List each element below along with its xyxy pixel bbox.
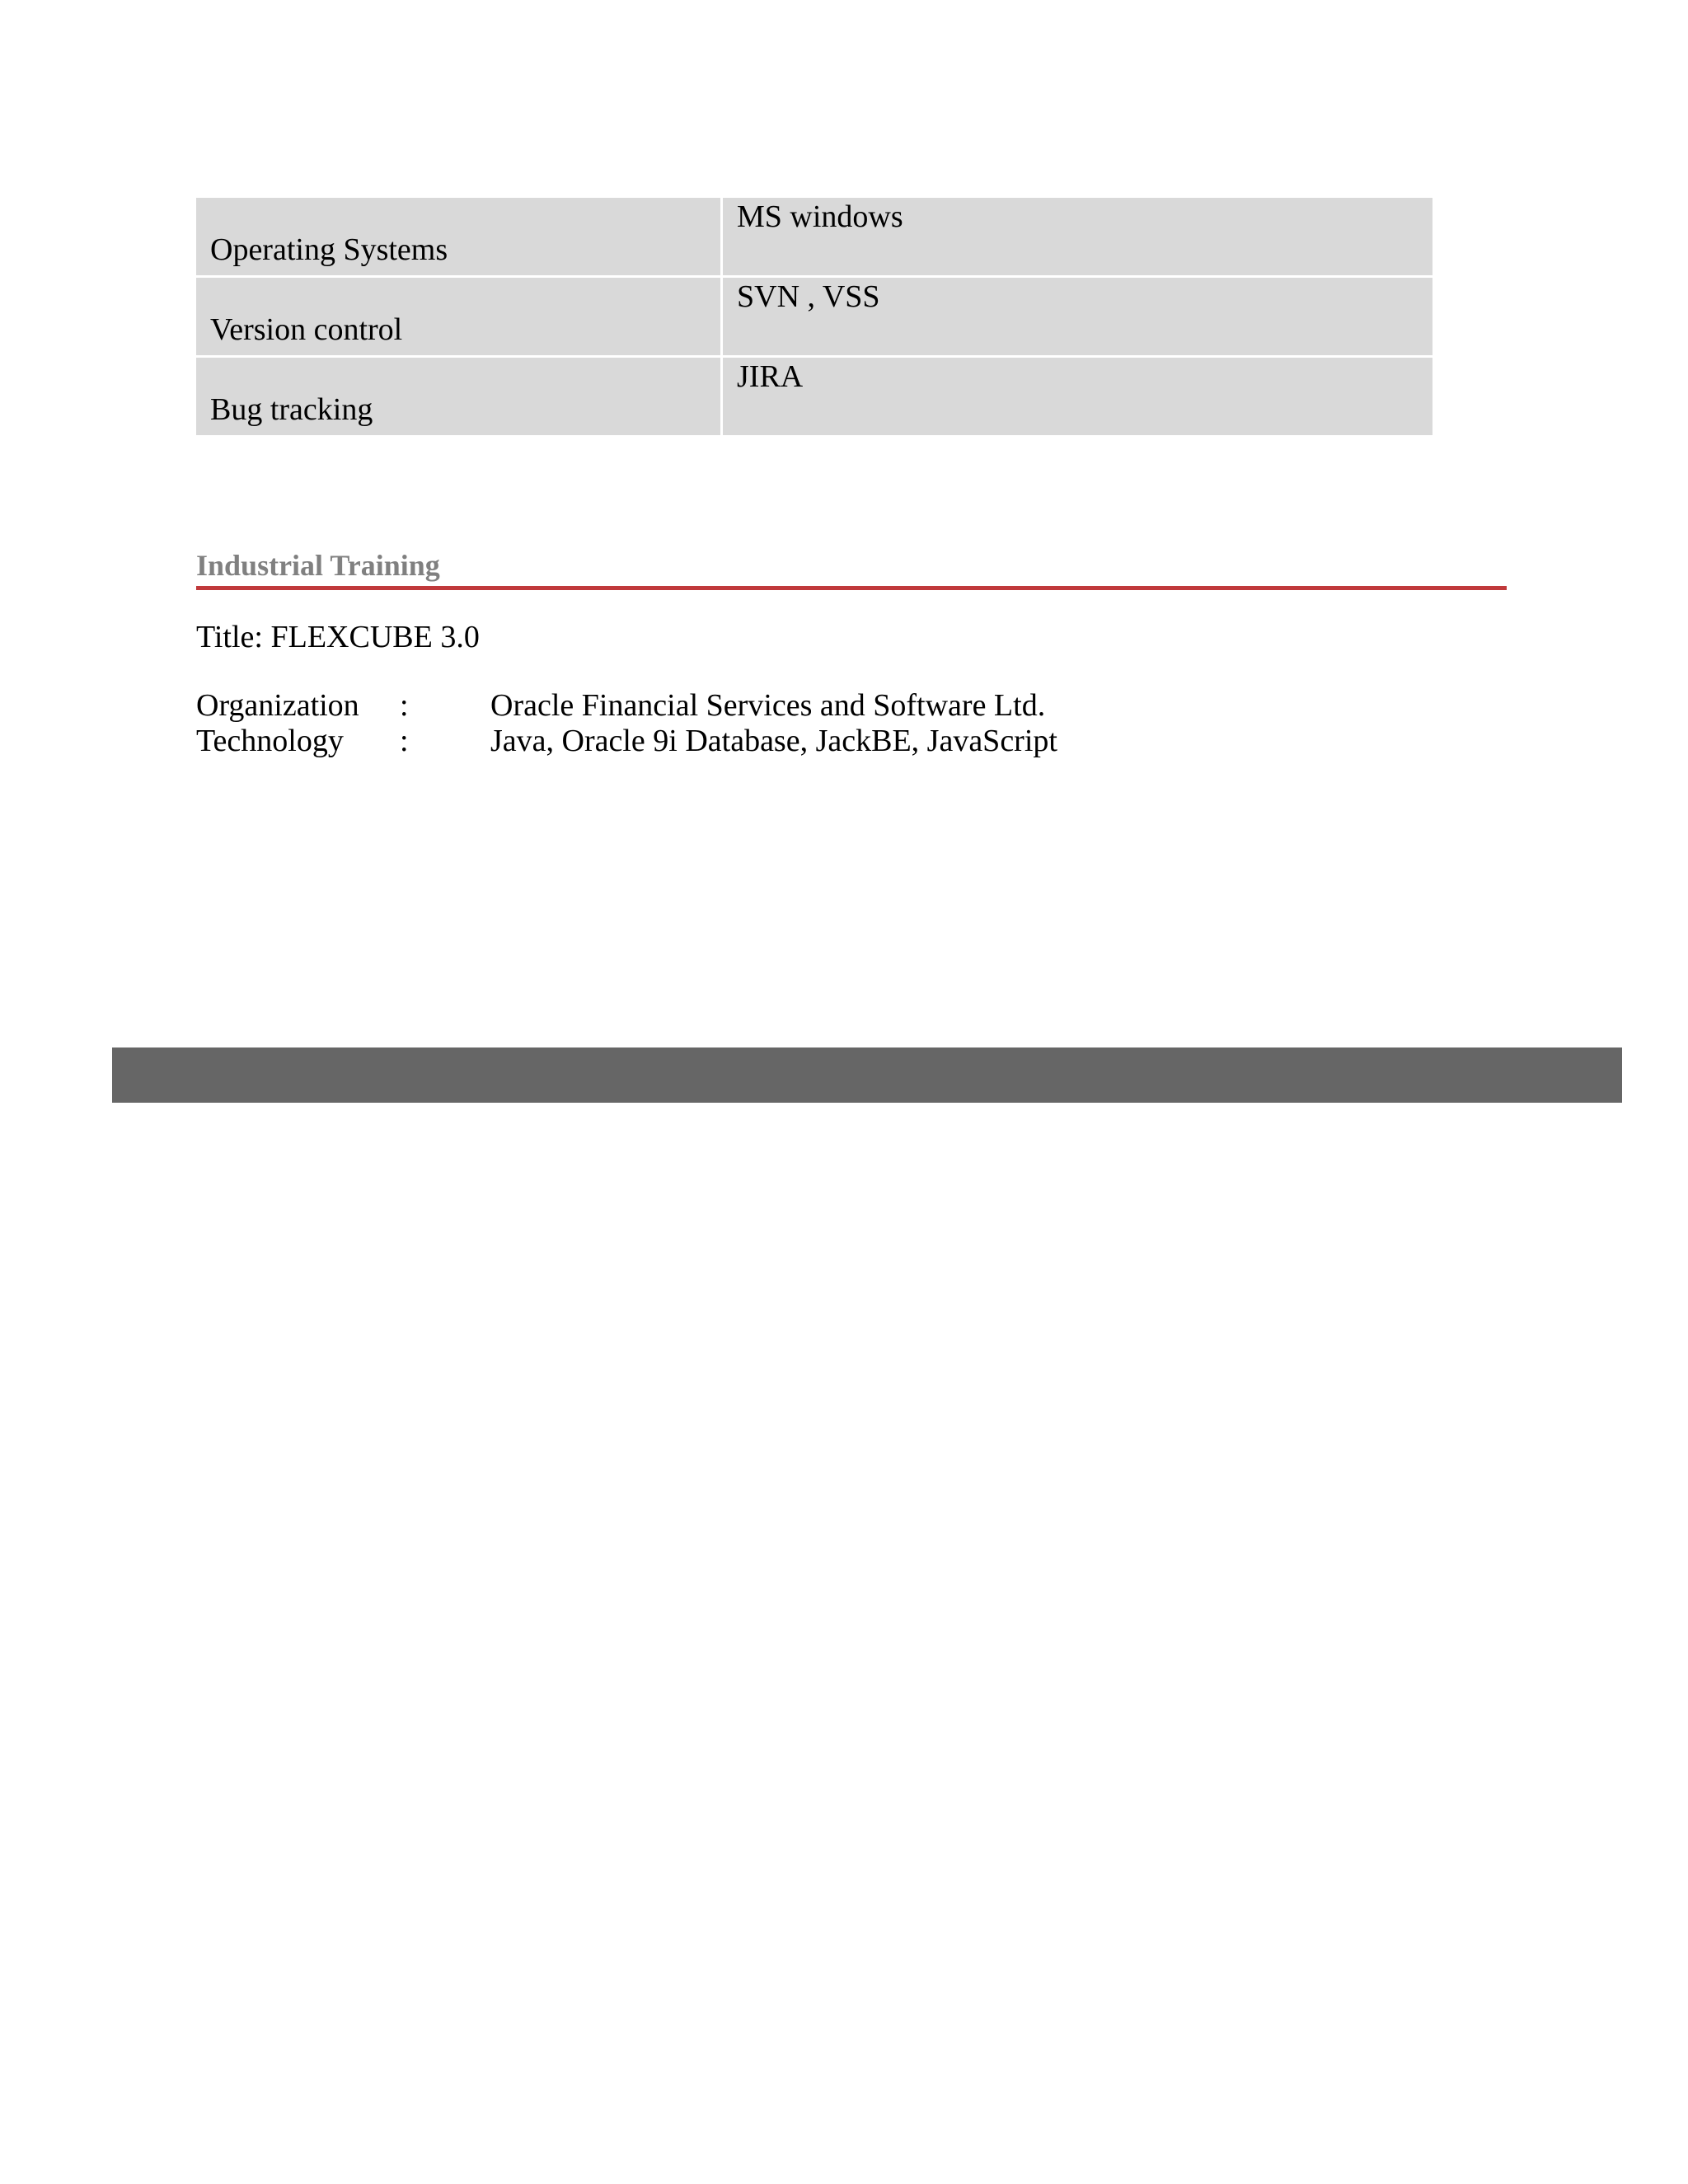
- bug-tracking-label: Bug tracking: [210, 392, 373, 427]
- table-row: [196, 355, 1432, 435]
- version-control-value: SVN , VSS: [737, 279, 880, 314]
- training-title: Title: FLEXCUBE 3.0: [196, 620, 480, 654]
- table-cell-label: [196, 358, 723, 435]
- table-cell-label: [196, 198, 723, 275]
- version-control-label: Version control: [210, 312, 403, 347]
- table-cell-value: [723, 198, 1432, 275]
- bug-tracking-value: JIRA: [737, 359, 804, 394]
- organization-colon: :: [400, 688, 409, 723]
- operating-systems-value: MS windows: [737, 199, 903, 234]
- skills-table: [196, 198, 1432, 435]
- technology-label: Technology: [196, 724, 344, 758]
- table-cell-value: [723, 278, 1432, 355]
- table-cell-value: [723, 358, 1432, 435]
- table-row: [196, 198, 1432, 275]
- organization-label: Organization: [196, 688, 359, 723]
- section-divider: [196, 586, 1507, 590]
- footer-bar: [112, 1047, 1622, 1103]
- table-cell-label: [196, 278, 723, 355]
- technology-value: Java, Oracle 9i Database, JackBE, JavaScript: [490, 724, 1057, 758]
- table-row: [196, 275, 1432, 355]
- technology-colon: :: [400, 724, 409, 758]
- organization-value: Oracle Financial Services and Software Ltd.: [490, 688, 1046, 723]
- industrial-training-heading: Industrial Training: [196, 549, 440, 582]
- operating-systems-label: Operating Systems: [210, 232, 448, 267]
